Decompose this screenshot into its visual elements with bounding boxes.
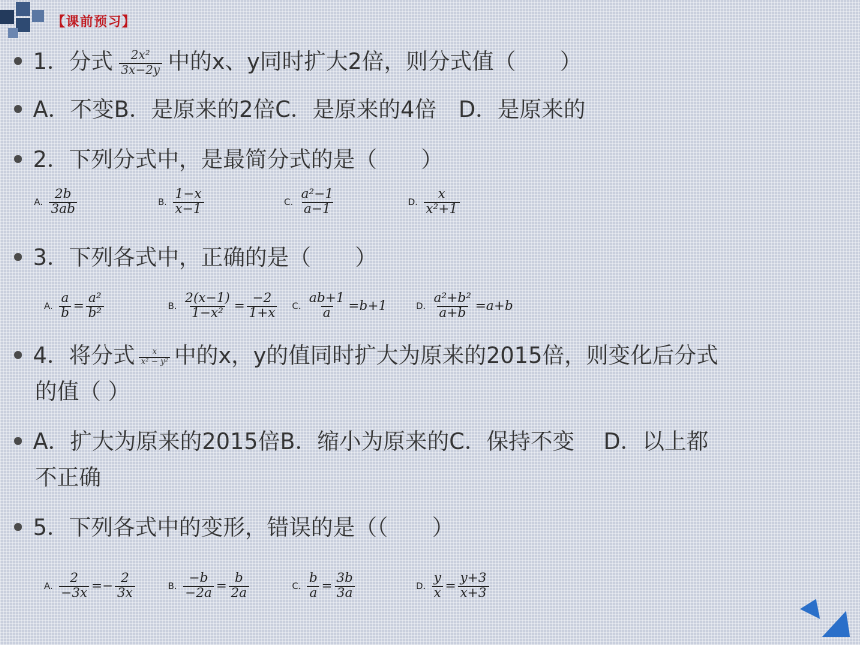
option-a: A. $\frac{2b}{3ab}$ <box>34 187 76 218</box>
option-d: D. $\frac{\text{a²+b²}}{a+b}$ =a+b <box>416 291 514 322</box>
question-3-options <box>0 292 860 332</box>
option-b: B. $\frac{2(x-1)}{\text{1−x²}}$ = $\frac{-2}{1+x}$ <box>168 291 276 322</box>
question-2-options <box>0 188 860 228</box>
option-d: D. $\frac{x}{\text{x²+1}}$ <box>408 187 458 218</box>
question-4-line: 4．将分式 $\frac{x}{\text{x² − y²}}$ 中的x，y的值同时扩大为原来的2015倍，则变化后分式 <box>14 342 718 372</box>
bullet-icon <box>14 253 22 261</box>
option-c: C. $\frac{ab+1}{a}$ =b+1 <box>292 291 387 322</box>
bullet-icon <box>14 351 22 359</box>
question-4-options-continuation: 不正确 <box>35 466 102 491</box>
question-4-options: A．扩大为原来的2015倍B．缩小为原来的C．保持不变 D．以上都 <box>14 428 708 458</box>
question-3-line: 3．下列各式中，正确的是（ ） <box>14 244 377 274</box>
option-b: B. $\frac{1-x}{x-1}$ <box>158 187 202 218</box>
question-2-line: 2．下列分式中，是最简分式的是（ ） <box>14 146 443 176</box>
bullet-icon <box>14 437 22 445</box>
bullet-icon <box>14 57 22 65</box>
triangle-arrows-icon[interactable] <box>800 597 852 641</box>
bullet-icon <box>14 105 22 113</box>
question-5-line: 5．下列各式中的变形，错误的是（（ ） <box>14 514 454 544</box>
option-b: B. $\frac{-b}{-2a}$ = $\frac{b}{2a}$ <box>168 571 247 602</box>
option-d: D. $\frac{y}{x}$ = $\frac{y+3}{x+3}$ <box>416 571 487 602</box>
bullet-icon <box>14 155 22 163</box>
question-5-options <box>0 572 860 612</box>
stacked-cubes-icon <box>0 0 52 46</box>
option-a: A. $\frac{a}{b}$ = $\frac{\text{a²}}{\text{b²}}$ <box>44 291 102 322</box>
section-tag: 【课前预习】 <box>52 15 137 30</box>
question-1-options: A．不变B．是原来的2倍C．是原来的4倍 D．是原来的 <box>14 96 585 126</box>
option-a: A. $\frac{2}{-3x}$ =− $\frac{2}{3x}$ <box>44 571 133 602</box>
fraction: $\frac{x}{\text{x² − y²}}$ <box>141 346 169 366</box>
option-c: C. $\frac{b}{a}$ = $\frac{3b}{3a}$ <box>292 571 353 602</box>
option-c: C. $\frac{\text{a²−1}}{a-1}$ <box>284 187 334 218</box>
question-1-line: 1．分式 $\frac{\text{2x²}}{3x-2y}$ 中的x、y同时扩大2倍，则分式值（ ） <box>14 48 582 78</box>
question-4-continuation: 的值（ ） <box>35 380 130 405</box>
fraction: $\frac{\text{2x²}}{3x-2y}$ <box>121 48 160 77</box>
bullet-icon <box>14 523 22 531</box>
